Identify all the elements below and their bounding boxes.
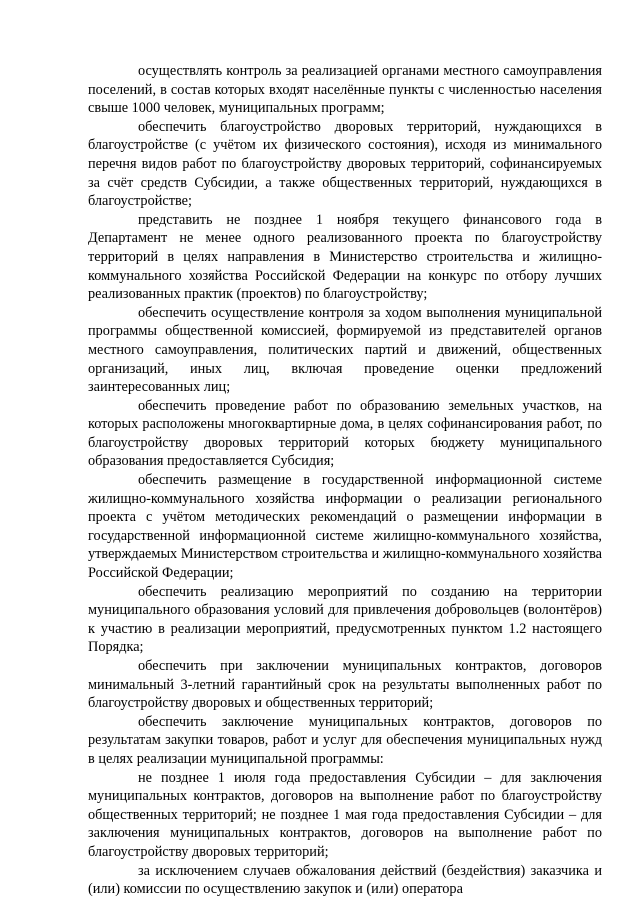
document-page (88, 62, 602, 899)
paragraph-commission-control: обеспечить осуществление контроля за ходом выполнения муниципальной программы общественной комиссией, формируемой из представителей органов местного самоуправления, политических партий и движений, общественных организаций, иных лиц, включая проведение оценки предложений заинтересованных лиц; (88, 304, 602, 396)
paragraph-warranty: обеспечить при заключении муниципальных контрактов, договоров минимальный 3-летний гарантийный срок на результаты выполненных работ по благоустройству дворовых и общественных территорий; (88, 658, 602, 712)
paragraph-volunteers: обеспечить реализацию мероприятий по созданию на территории муниципального образования условий для привлечения добровольцев (волонтёров) к участию в реализации мероприятий, предусмотренных пунктом 1.2 настоящего Порядка; (88, 583, 602, 656)
paragraph-exceptions: за исключением случаев обжалования действий (бездействия) заказчика и (или) комиссии по осуществлению закупок и (или) оператора (88, 862, 602, 898)
paragraph-land-plots: обеспечить проведение работ по образованию земельных участков, на которых расположены многоквартирные дома, в целях софинансирования работ, по благоустройству дворовых территорий которых бюджету муниципального образования предоставляется Субсидия; (88, 397, 602, 470)
paragraph-deadlines: не позднее 1 июля года предоставления Субсидии – для заключения муниципальных контрактов, договоров на выполнение работ по благоустройству общественных территорий; не позднее 1 мая года предоставления Субсидии – для заключения муниципальных контрактов, договоров на выполнение работ по благоустройству дворовых территорий; (88, 769, 602, 860)
paragraph-yard-improvement: обеспечить благоустройство дворовых территорий, нуждающихся в благоустройстве (с учётом их физического состояния), исходя из минимального перечня видов работ по благоустройству дворовых территорий, софинансируемых за счёт средств Субсидии, а также общественных территорий, нуждающихся в благоустройстве; (88, 118, 602, 210)
paragraph-contracts: обеспечить заключение муниципальных контрактов, договоров по результатам закупки товаров, работ и услуг для обеспечения муниципальных нужд в целях реализации муниципальной программы: (88, 713, 602, 767)
paragraph-project-submission: представить не позднее 1 ноября текущего финансового года в Департамент не менее одного реализованного проекта по благоустройству территорий в целях направления в Министерство строительства и жилищно-коммунального хозяйства Российской Федерации на конкурс по отбору лучших реализованных практик (проектов) по благоустройству; (88, 211, 602, 303)
paragraph-information-system: обеспечить размещение в государственной информационной системе жилищно-коммунального хозяйства информации о реализации регионального проекта с учётом методических рекомендаций о размещении информации в государственной информационной системе жилищно-коммунального хозяйства, утверждаемых Министерством строительства и жилищно-коммунального хозяйства Российской Федерации; (88, 472, 602, 582)
paragraph-control-programs: осуществлять контроль за реализацией органами местного самоуправления поселений, в состав которых входят населённые пункты с численностью населения свыше 1000 человек, муниципальных программ; (88, 63, 602, 117)
